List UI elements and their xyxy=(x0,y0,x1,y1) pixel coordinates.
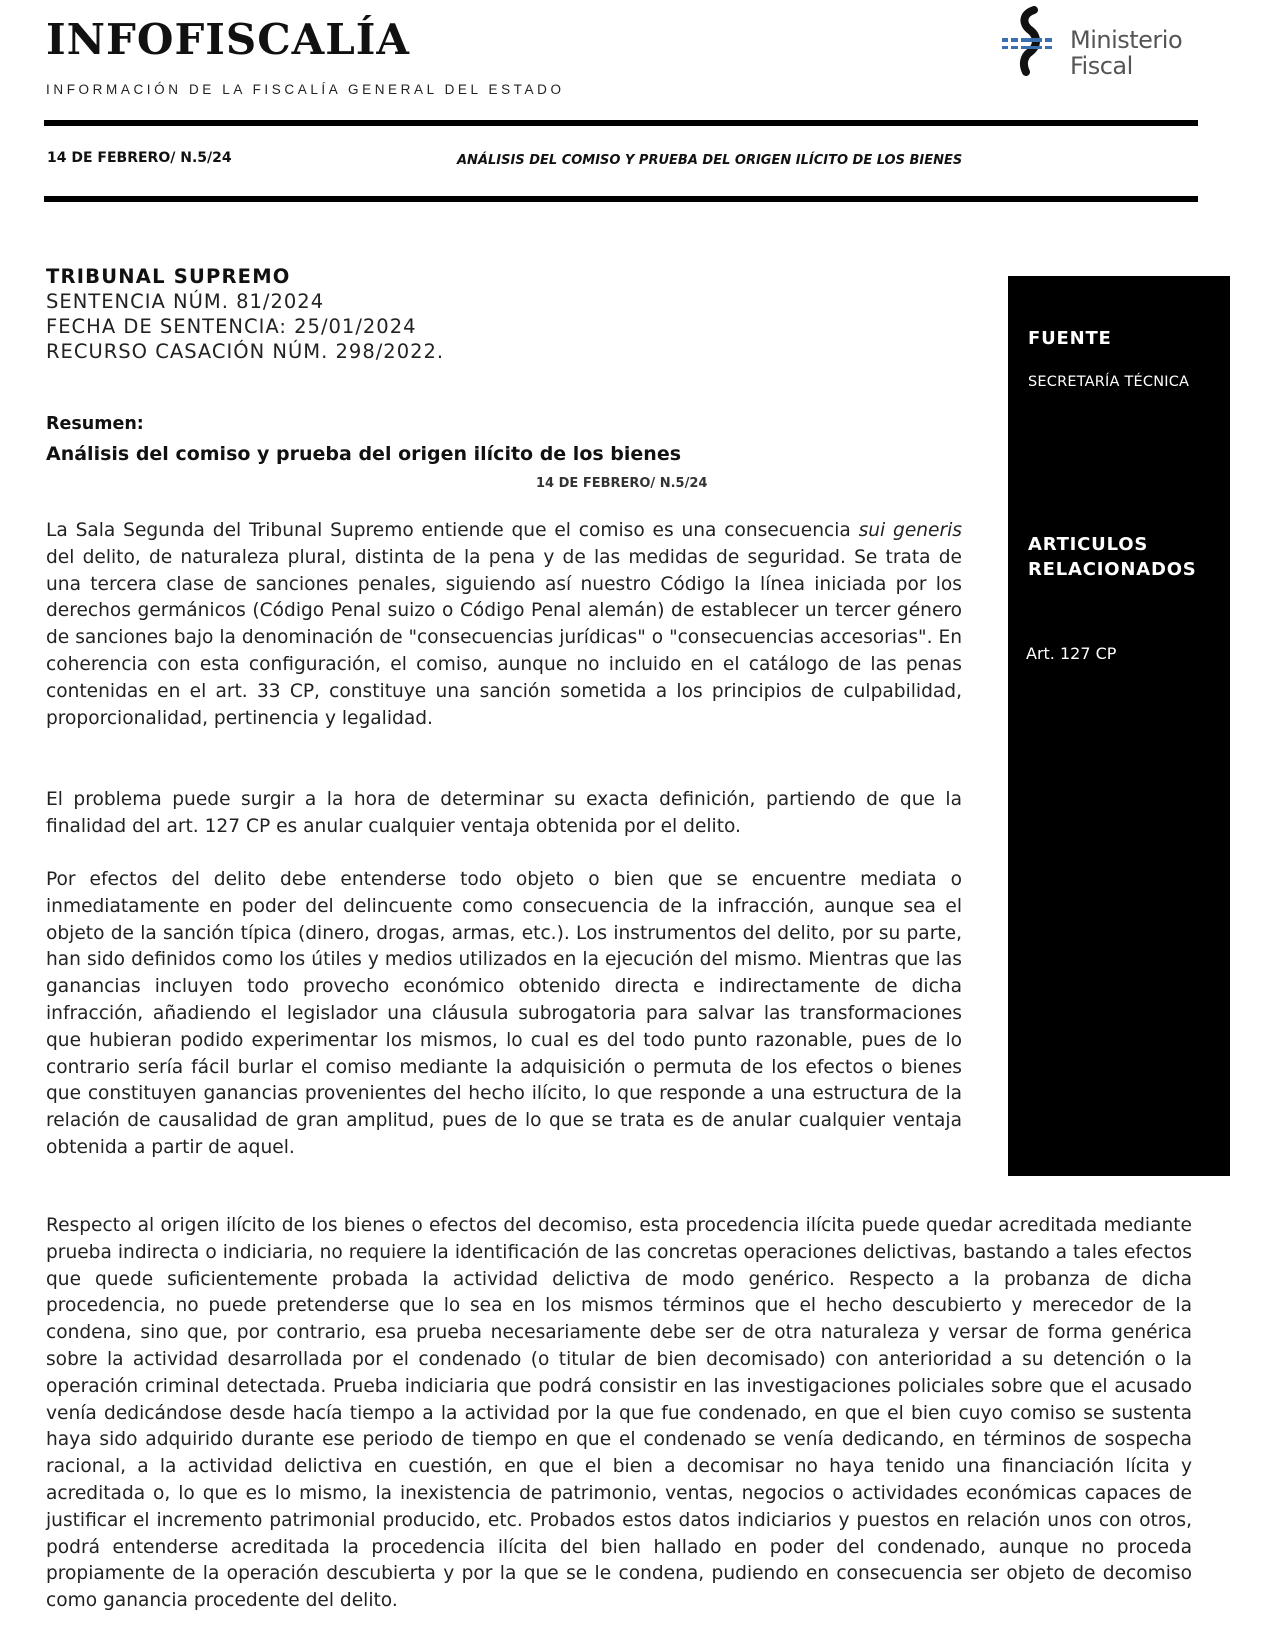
sidebar-source-heading: FUENTE xyxy=(1028,328,1112,349)
paragraph-1-text-b: del delito, de naturaleza plural, distinta de la pena y de las medidas de seguridad. Se trata de una tercera clase de sanciones penales, siguiendo así nuestro Código la línea iniciada por los derechos germánicos (Código Penal suizo o Código Penal alemán) de establecer un tercer género de sanciones bajo la denominación de "consecuencias jurídicas" o "consecuencias accesorias". En coherencia con esta configuración, el comiso, aunque no incluido en el catálogo de las penas contenidas en el art. 33 CP, constituye una sanción sometida a los principios de culpabilidad, proporcionalidad, pertinencia y legalidad. xyxy=(46,546,962,729)
paragraph-2: El problema puede surgir a la hora de determinar su exacta definición, partiendo de que la finalidad del art. 127 CP es anular cualquier ventaja obtenida por el delito. xyxy=(46,789,962,837)
issue-headline: ANÁLISIS DEL COMISO Y PRUEBA DEL ORIGEN ILÍCITO DE LOS BIENES xyxy=(457,153,963,168)
bottom-rule xyxy=(44,196,1198,202)
masthead-title: INFOFISCALÍA xyxy=(46,15,411,64)
logo-line-2: Fiscal xyxy=(1070,52,1133,80)
top-rule xyxy=(44,120,1198,126)
summary-issue: 14 DE FEBRERO/ N.5/24 xyxy=(536,476,708,491)
paragraph-1 xyxy=(46,518,962,732)
sentence-date: FECHA DE SENTENCIA: 25/01/2024 xyxy=(46,315,417,338)
sidebar-panel xyxy=(1008,276,1230,1176)
masthead-subtitle: INFORMACIÓN DE LA FISCALÍA GENERAL DEL ESTADO xyxy=(46,82,565,97)
logo-line-1: Ministerio xyxy=(1070,26,1183,54)
sidebar-source: SECRETARÍA TÉCNICA xyxy=(1028,374,1190,390)
appeal-number: RECURSO CASACIÓN NÚM. 298/2022. xyxy=(46,340,445,363)
paragraph-1-text-a: La Sala Segunda del Tribunal Supremo entiende que el comiso es una consecuencia xyxy=(46,520,859,541)
case-info xyxy=(46,264,444,364)
summary-label: Resumen: xyxy=(46,414,144,434)
sidebar-articles-heading: ARTICULOS RELACIONADOS xyxy=(1028,534,1197,580)
summary-title: Análisis del comiso y prueba del origen ilícito de los bienes xyxy=(46,443,682,465)
issue-number: 14 DE FEBRERO/ N.5/24 xyxy=(47,150,232,166)
paragraph-1-emphasis: sui generis xyxy=(858,520,962,541)
sentence-number: SENTENCIA NÚM. 81/2024 xyxy=(46,290,325,313)
ministerio-fiscal-emblem-icon xyxy=(1000,6,1064,80)
sidebar-article-link: Art. 127 CP xyxy=(1026,644,1117,663)
paragraph-4: Respecto al origen ilícito de los bienes o efectos del decomiso, esta procedencia ilícita puede quedar acreditada mediante prueba indirecta o indiciaria, no requiere la identificación de las concretas operaciones delictivas, bastando a tales efectos que quede suficientemente probada la actividad delictiva de modo genérico. Respecto a la probanza de dicha procedencia, no puede pretenderse que lo sea en los mismos términos que el hecho descubierto y merecedor de la condena, sino que, por contrario, esa prueba necesariamente debe ser de otra naturaleza y versar de forma genérica sobre la actividad desarrollada por el condenado (o titular de bien decomisado) con anterioridad a su detención o la operación criminal detectada. Prueba indiciaria que podrá consistir en las investigaciones policiales sobre que el acusado venía dedicándose desde hacía tiempo a la actividad por la que fue condenado, en que el bien cuyo comiso se sustenta haya sido adquirido durante ese periodo de tiempo en que el condenado se venía dedicando, en términos de sospecha racional, a la actividad delictiva en cuestión, en que el bien a decomisar no haya tenido una financiación lícita y acreditada o, lo que es lo mismo, la inexistencia de patrimonio, ventas, negocios o actividades económicas capaces de justificar el incremento patrimonial producido, etc. Probados estos datos indiciarios y puestos en relación unos con otros, podrá entenderse acreditada la procedencia ilícita del bien hallado en poder del condenado, aunque no proceda propiamente de la operación descubierta y por la que se le condena, pudiendo en consecuencia ser objeto de decomiso como ganancia procedente del delito. xyxy=(46,1215,1192,1612)
ministerio-fiscal-logo xyxy=(1000,6,1200,80)
paragraph-3: Por efectos del delito debe entenderse todo objeto o bien que se encuentre mediata o inmediatamente en poder del delincuente como consecuencia de la infracción, aunque sea el objeto de la sanción típica (dinero, drogas, armas, etc.). Los instrumentos del delito, por su parte, han sido definidos como los útiles y medios utilizados en la ejecución del mismo. Mientras que las ganancias incluyen todo provecho económico obtenido directa e indirectamente de dicha infracción, añadiendo el legislador una cláusula subrogatoria para salvar las transformaciones que hubieran podido experimentar los mismos, lo cual es del todo punto razonable, pues de lo contrario sería fácil burlar el comiso mediante la adquisición o permuta de los efectos o bienes que constituyen ganancias provenientes del hecho ilícito, lo que responde a una estructura de la relación de causalidad de gran amplitud, pues de lo que se trata es de anular cualquier ventaja obtenida a partir de aquel. xyxy=(46,869,962,1158)
court-name: TRIBUNAL SUPREMO xyxy=(46,265,291,288)
